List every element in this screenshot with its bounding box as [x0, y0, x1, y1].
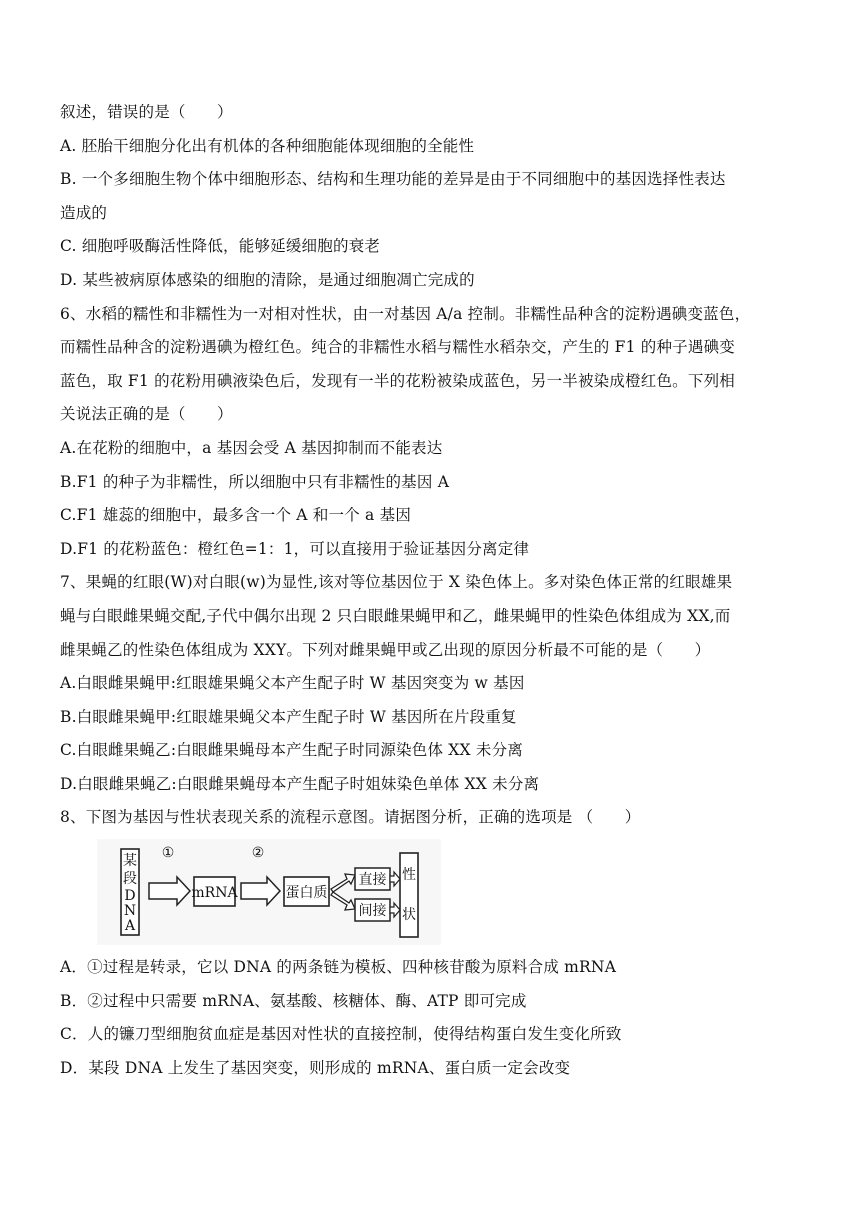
trait-label-2: 状 [402, 907, 416, 923]
step-2-label: ② [251, 845, 265, 861]
q6-stem-line-1: 6、水稻的糯性和非糯性为一对相对性状，由一对基因 A/a 控制。非糯性品种含的淀粉遇碘变蓝色， [60, 304, 751, 323]
q5-option-d: D. 某些被病原体感染的细胞的清除，是通过细胞凋亡完成的 [60, 270, 475, 289]
indirect-label: 间接 [358, 903, 387, 919]
trait-box [400, 853, 418, 937]
q8-option-c: C．人的镰刀型细胞贫血症是基因对性状的直接控制，使得结构蛋白发生变化所致 [60, 1025, 622, 1044]
q7-option-b: B.白眼雌果蝇甲:红眼雄果蝇父本产生配子时 W 基因所在片段重复 [60, 707, 517, 726]
direct-label: 直接 [358, 872, 387, 888]
protein-label: 蛋白质 [285, 885, 328, 901]
dna-label-2: 段 [123, 871, 137, 887]
q6-option-d: D.F1 的花粉蓝色：橙红色=1：1，可以直接用于验证基因分离定律 [60, 539, 530, 558]
q6-option-c: C.F1 雄蕊的细胞中，最多含一个 A 和一个 a 基因 [60, 506, 412, 525]
q8-stem: 8、下图为基因与性状表现关系的流程示意图。请据图分析，正确的选项是 （ ） [60, 808, 641, 827]
q6-option-b: B.F1 的种子为非糯性，所以细胞中只有非糯性的基因 A [60, 472, 450, 491]
q8-option-a: A．①过程是转录，它以 DNA 的两条链为模板、四种核苷酸为原料合成 mRNA [60, 958, 617, 976]
step-1-label: ① [161, 845, 175, 861]
q5-option-b: B. 一个多细胞生物个体中细胞形态、结构和生理功能的差异是由于不同细胞中的基因选择性表达 [60, 170, 726, 189]
q5-option-b-cont: 造成的 [60, 203, 108, 222]
q6-option-a: A.在花粉的细胞中，a 基因会受 A 基因抑制而不能表达 [60, 438, 443, 457]
dna-label-5: A [124, 918, 136, 934]
mrna-label: mRNA [191, 885, 238, 901]
trait-label-1: 性 [402, 867, 416, 883]
q6-stem-line-3: 蓝色，取 F1 的花粉用碘液染色后，发现有一半的花粉被染成蓝色，另一半被染成橙红色。下列相 [60, 371, 735, 390]
q5-option-c: C. 细胞呼吸酶活性降低，能够延缓细胞的衰老 [60, 237, 381, 256]
question-block-lower [60, 951, 805, 1085]
q7-option-d: D.白眼雌果蝇乙:白眼雌果蝇母本产生配子时姐妹染色单体 XX 未分离 [60, 774, 540, 793]
q6-stem-line-2: 而糯性品种含的淀粉遇碘为橙红色。纯合的非糯性水稻与糯性水稻杂交，产生的 F1 的种子遇碘变 [60, 338, 735, 357]
q7-option-a: A.白眼雌果蝇甲:红眼雄果蝇父本产生配子时 W 基因突变为 w 基因 [60, 674, 525, 693]
dna-label-4: N [123, 903, 137, 919]
question-block-upper [60, 96, 805, 835]
q5-stem-tail: 叙述，错误的是（ ） [60, 103, 233, 121]
gene-trait-flow-diagram [97, 839, 441, 945]
q7-stem-line-1: 7、果蝇的红眼(W)对白眼(w)为显性,该对等位基因位于 X 染色体上。多对染色体正常的红眼雄果 [60, 573, 733, 592]
dna-label-1: 某 [123, 853, 137, 869]
dna-label-3: D [124, 888, 136, 904]
q8-option-d: D．某段 DNA 上发生了基因突变，则形成的 mRNA、蛋白质一定会改变 [60, 1058, 571, 1077]
q7-stem-line-3: 雌果蝇乙的性染色体组成为 XXY。下列对雌果蝇甲或乙出现的原因分析最不可能的是（ ） [60, 640, 711, 659]
q6-stem-line-4: 关说法正确的是（ ） [60, 405, 233, 424]
q7-stem-line-2: 蝇与白眼雌果蝇交配,子代中偶尔出现 2 只白眼雌果蝇甲和乙，雌果蝇甲的性染色体组成为 XX,而 [60, 606, 731, 625]
q7-option-c: C.白眼雌果蝇乙:白眼雌果蝇母本产生配子时同源染色体 XX 未分离 [60, 741, 523, 760]
q5-option-a: A. 胚胎干细胞分化出有机体的各种细胞能体现细胞的全能性 [60, 136, 475, 155]
q8-option-b: B．②过程中只需要 mRNA、氨基酸、核糖体、酶、ATP 即可完成 [60, 991, 527, 1010]
